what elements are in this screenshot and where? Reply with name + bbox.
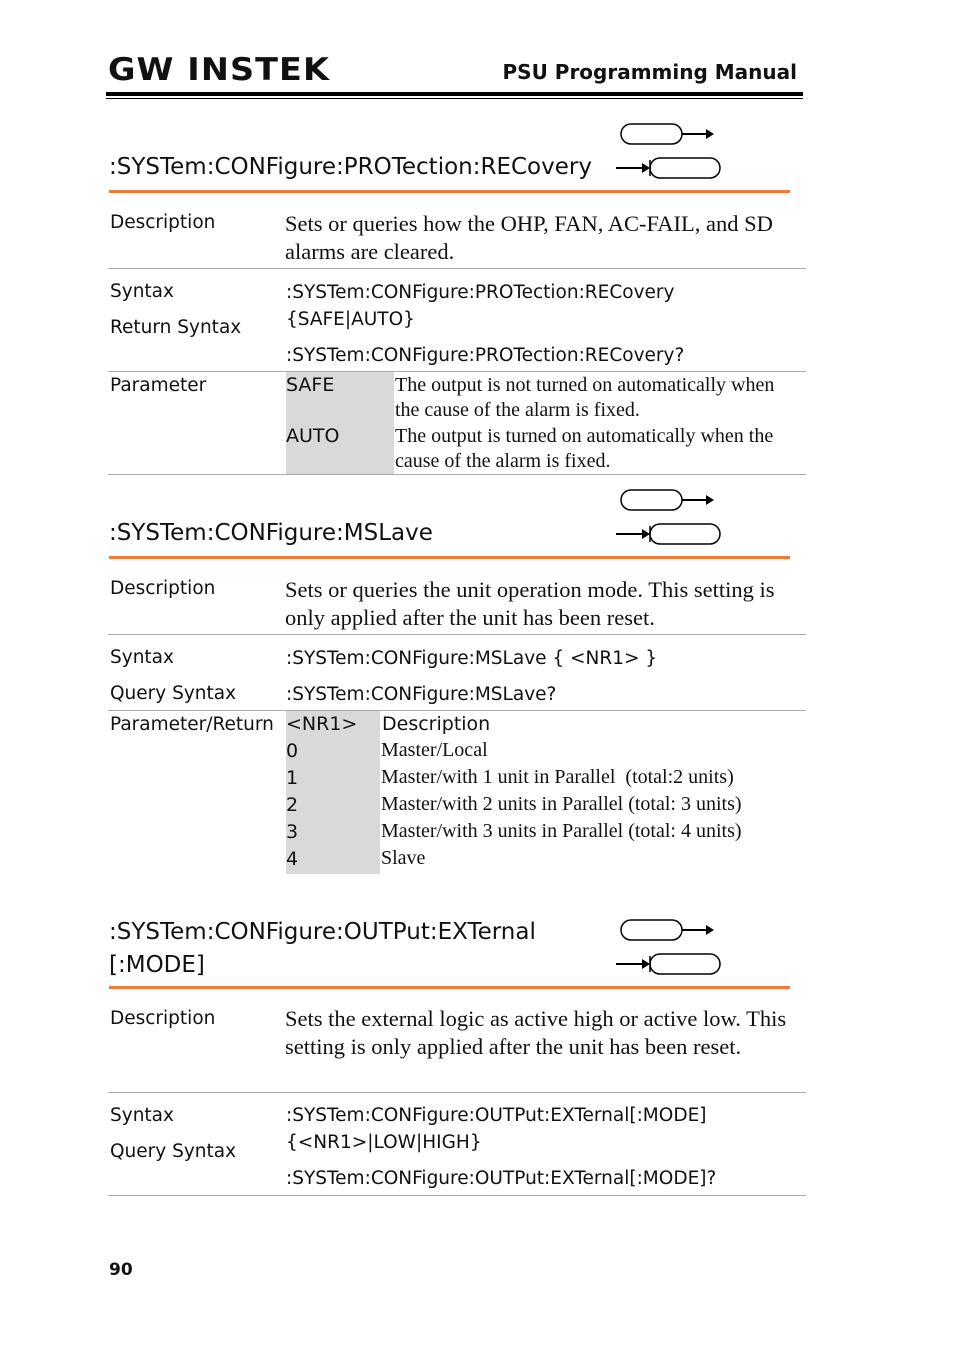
- query-syntax-label: Query Syntax: [110, 1141, 237, 1162]
- query-text: :SYSTem:CONFigure:MSLave?: [286, 684, 557, 705]
- row-divider: [108, 1092, 806, 1093]
- param-desc: Master/with 1 unit in Parallel (total:2 units): [381, 766, 734, 788]
- header-rule-thin: [106, 98, 803, 99]
- row-divider: [108, 371, 806, 372]
- row-divider: [108, 710, 806, 711]
- query-command-icon: [616, 158, 720, 178]
- brand-logo: GW INSTEK: [108, 52, 331, 88]
- param-name: 2: [286, 794, 299, 816]
- description-label: Description: [110, 212, 216, 233]
- description-label: Description: [110, 1008, 216, 1029]
- query-text: :SYSTem:CONFigure:PROTection:RECovery?: [286, 345, 685, 366]
- param-name: 1: [286, 767, 299, 789]
- param-desc: The output is turned on automatically when the cause of the alarm is fixed.: [395, 425, 774, 472]
- param-desc: Slave: [381, 847, 426, 869]
- syntax-label: Syntax: [110, 647, 174, 668]
- param-name: AUTO: [286, 425, 340, 447]
- description-text: Sets the external logic as active high or active low. This setting is only applied after the unit has been reset.: [285, 1006, 787, 1059]
- section-title-line2: [:MODE]: [109, 952, 205, 978]
- syntax-label: Syntax: [110, 281, 174, 302]
- param-name: SAFE: [286, 374, 335, 396]
- param-desc: Master/Local: [381, 739, 488, 761]
- syntax-text: :SYSTem:CONFigure:PROTection:RECovery {SAFE|AUTO}: [286, 282, 675, 330]
- set-query-icons: [612, 122, 724, 182]
- manual-title: PSU Programming Manual: [502, 60, 797, 84]
- description-text: Sets or queries the unit operation mode. This setting is only applied after the unit has been reset.: [285, 577, 775, 630]
- set-query-icons: [612, 488, 724, 548]
- param-name: 3: [286, 821, 299, 843]
- parameter-label: Parameter: [110, 375, 207, 396]
- page-number: 90: [109, 1260, 133, 1280]
- section-title: :SYSTem:CONFigure:MSLave: [109, 520, 433, 546]
- param-column: [286, 711, 380, 874]
- syntax-text: :SYSTem:CONFigure:MSLave { <NR1> }: [286, 648, 658, 669]
- row-divider: [108, 474, 806, 475]
- set-command-icon: [621, 920, 714, 940]
- section-rule: [109, 556, 790, 559]
- set-command-icon: [621, 124, 714, 144]
- row-divider: [108, 1195, 806, 1196]
- syntax-label: Syntax: [110, 1105, 174, 1126]
- return-syntax-label: Return Syntax: [110, 317, 242, 338]
- row-divider: [108, 634, 806, 635]
- syntax-text: :SYSTem:CONFigure:OUTPut:EXTernal[:MODE] {<NR1>|LOW|HIGH}: [286, 1105, 707, 1153]
- parameter-label: Parameter/Return: [110, 714, 274, 735]
- section-title: :SYSTem:CONFigure:OUTPut:EXTernal: [109, 919, 536, 945]
- query-command-icon: [616, 524, 720, 544]
- set-command-icon: [621, 490, 714, 510]
- query-command-icon: [616, 954, 720, 974]
- section-rule: [109, 190, 790, 193]
- row-divider: [108, 268, 806, 269]
- description-label: Description: [110, 578, 216, 599]
- section-rule: [109, 986, 790, 989]
- description-text: Sets or queries how the OHP, FAN, AC-FAIL, and SD alarms are cleared.: [285, 211, 773, 264]
- param-header: <NR1>: [286, 713, 358, 735]
- param-desc: Master/with 3 units in Parallel (total: 4 units): [381, 820, 742, 842]
- param-desc: The output is not turned on automatically when the cause of the alarm is fixed.: [395, 374, 775, 421]
- param-desc: Master/with 2 units in Parallel (total: 3 units): [381, 793, 742, 815]
- header-rule: [106, 92, 803, 96]
- query-syntax-label: Query Syntax: [110, 683, 237, 704]
- query-text: :SYSTem:CONFigure:OUTPut:EXTernal[:MODE]?: [286, 1168, 717, 1189]
- section-title: :SYSTem:CONFigure:PROTection:RECovery: [109, 154, 592, 180]
- set-query-icons: [612, 918, 724, 978]
- param-name: 0: [286, 740, 299, 762]
- param-name: 4: [286, 848, 299, 870]
- desc-header: Description: [382, 713, 491, 735]
